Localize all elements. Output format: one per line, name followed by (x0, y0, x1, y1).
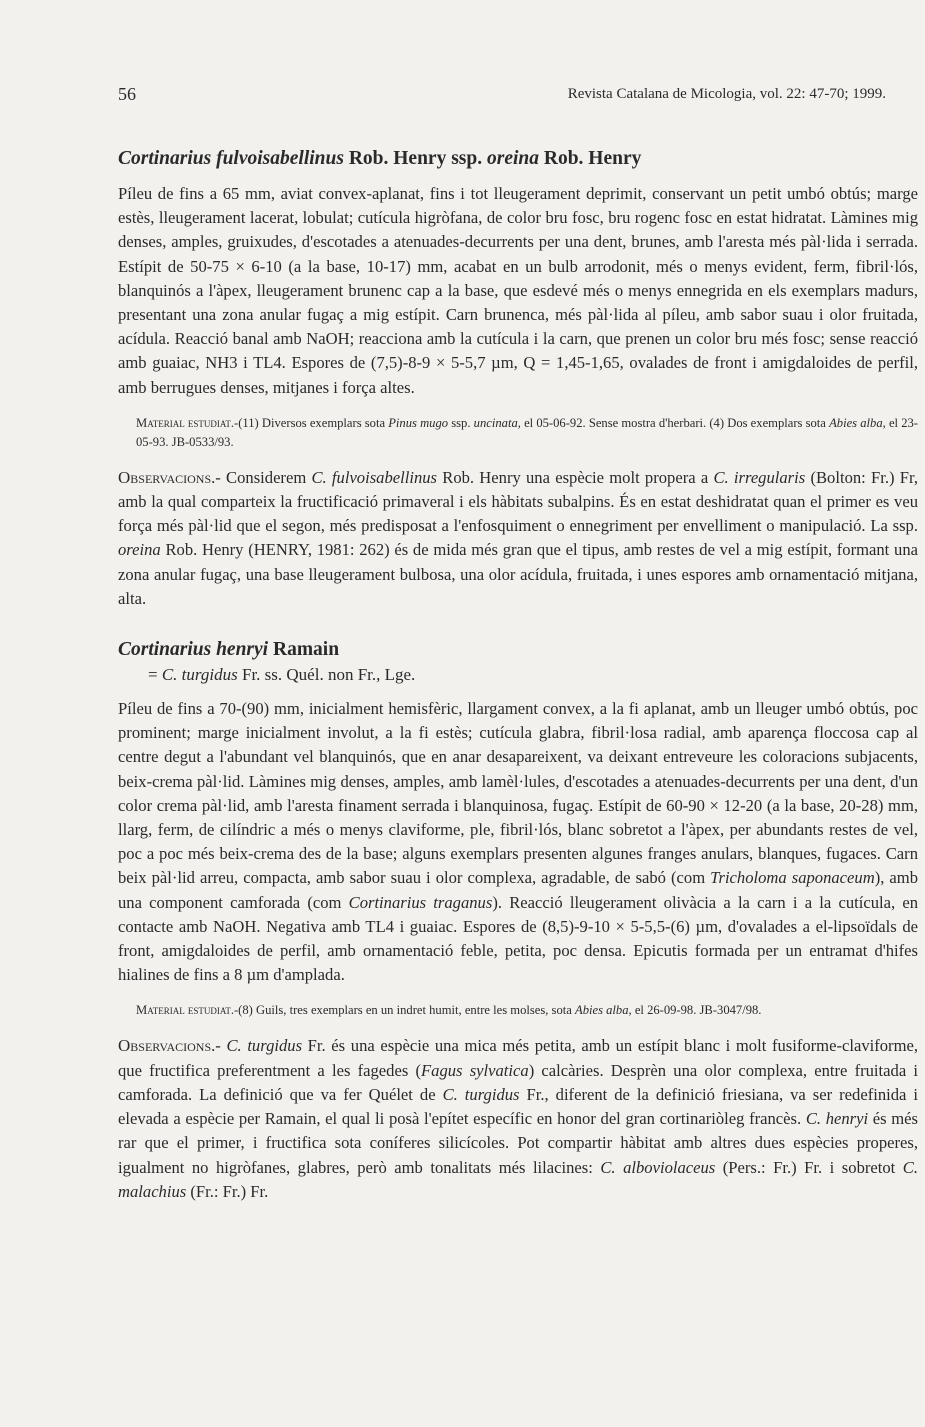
material-studied: Material estudiat.-(8) Guils, tres exemplars en un indret humit, entre les molses, sota Abies alba, el 26-09-98. JB-3047/98. (136, 1003, 762, 1018)
running-head (118, 84, 918, 106)
article-body (118, 146, 918, 1204)
observations-paragraph: Observacions.- C. turgidus Fr. és una espècie una mica més petita, amb un estípit blanc i molt fusiforme-claviforme, que fructifica preferentment a les fagedes (Fagus sylvatica) calcàries. Desprèn una olor complexa, entre fruitada i camforada. La definició que va fer Quélet de C. turgidus Fr., diferent de la definició friesiana, va ser redefinida i elevada a espècie per Ramain, el qual li posà l'epítet específic en honor del gran cortinariòleg francès. C. henryi és més rar que el primer, i fructifica sota coníferes silicícoles. Pot compartir hàbitat amb altres dues espècies properes, igualment no higròfanes, glabres, però amb tonalitats més lilacines: C. alboviolaceus (Pers.: Fr.) Fr. i sobretot C. malachius (Fr.: Fr.) Fr. (118, 1036, 919, 1201)
observations-paragraph: Observacions.- Considerem C. fulvoisabellinus Rob. Henry una espècie molt propera a C. irregularis (Bolton: Fr.) Fr, amb la qual comparteix la fructificació primaveral i els hàbitats subalpins. És en estat deshidratat quan el primer es veu força més pàl·lid que el segon, més predisposat a l'enfosquiment o ennegriment per envelliment o manipulació. La ssp. oreina Rob. Henry (HENRY, 1981: 262) és de mida més gran que el tipus, amb restes de vel a mig estípit, formant una zona anular fugaç, una base lleugerament bulbosa, una olor acídula, fruitada, i unes espores amb ornamentació mitjana, alta. (118, 467, 918, 608)
page-number: 56 (118, 84, 136, 104)
description-paragraph: Píleu de fins a 70-(90) mm, inicialment hemisfèric, llargament convex, a la fi aplanat, amb un lleuger umbó obtús, poc prominent; marge inicialment involut, a la fi estès; cutícula glabra, fibril·losa radial, amb aparença floccosa cap al centre degut a l'abundant vel blanquinós, que en anar desapareixent, va deixant entreveure les coloracions subjacents, beix-crema pàl·lid. Làmines mig denses, amples, amb lamèl·lules, d'escotades a atenuades-decurrents per una dent, d'un color crema pàl·lid, amb l'aresta finament serrada i blanquinosa, fugaç. Estípit de 60-90 × 12-20 (a la base, 20-28) mm, llarg, ferm, de cilíndric a més o menys claviforme, ple, fibril·lós, blanc sobretot a l'àpex, per abundants restes de vel, poc a poc més beix-crema des de la base; alguns exemplars presenten algunes franges anulars, blanques, fugaces. Carn beix pàl·lid arreu, compacta, amb sabor suau i olor complexa, agradable, de sabó (com Tricholoma saponaceum), amb una component camforada (com Cortinarius traganus). Reacció lleugerament olivàcia a la carn i a la cutícula, en contacte amb NaOH. Negativa amb TL4 i guaiac. Espores de (8,5)-9-10 × 5-5,5-(6) µm, d'ovalades a el-lipsoïdals de front, amigdaloides de perfil, amb ornamentació feble, petita, poc densa. Epicutis formada per un entramat d'hifes hialines de fins a 8 µm d'amplada. (118, 699, 918, 985)
synonym-line: = C. turgidus Fr. ss. Quél. non Fr., Lge. (148, 665, 416, 685)
journal-reference: Revista Catalana de Micologia, vol. 22: 47-70; 1999. (567, 86, 886, 102)
material-studied: Material estudiat.-(11) Diversos exemplars sota Pinus mugo ssp. uncinata, el 05-06-92. Sense mostra d'herbari. (4) Dos exemplars sota Abies alba, el 23-05-93. JB-0533/93. (136, 415, 918, 449)
species-heading-henryi: Cortinarius henryi Ramain (118, 639, 340, 661)
species-heading-fulvoisabellinus: Cortinarius fulvoisabellinus Rob. Henry ssp. oreina Rob. Henry (118, 148, 642, 169)
description-paragraph: Píleu de fins a 65 mm, aviat convex-aplanat, fins i tot lleugerament deprimit, conservant un petit umbó obtús; marge estès, lleugerament lacerat, lobulat; cutícula higròfana, de color bru fosc, bru rogenc fosc en estat hidratat. Làmines mig denses, amples, gruixudes, d'escotades a atenuades-decurrents per una dent, brunes, amb l'aresta més pàl·lida i serrada. Estípit de 50-75 × 6-10 (a la base, 10-17) mm, acabat en un bulb arrodonit, més o menys evident, ferm, fibril·lós, blanquinós a l'àpex, lleugerament brunenc cap a la base, que esdevé més o menys ennegrida en els exemplars madurs, presentant una zona anular fugaç a mig estípit. Carn brunenca, més pàl·lida al píleu, amb sabor suau i olor fruitada, acídula. Reacció banal amb NaOH; reacciona amb la cutícula i la carn, que prenen un color bru més fosc; sense reacció amb guaiac, NH3 i TL4. Espores de (7,5)-8-9 × 5-5,7 µm, Q = 1,45-1,65, ovalades de front i amigdaloides de perfil, amb berrugues denses, mitjanes i força altes. (118, 184, 918, 397)
